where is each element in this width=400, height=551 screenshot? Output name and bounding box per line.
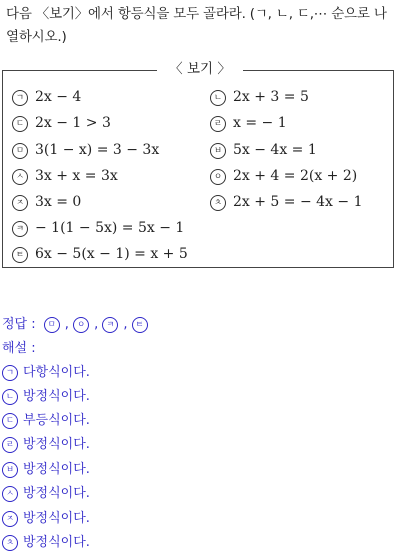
solution-text: 다항식이다. [23,365,90,380]
solution-text: 방정식이다. [23,389,90,404]
circled-marker: ㅂ [210,143,226,159]
circled-marker: ㄹ [2,437,18,453]
item-expression: 2x + 5 = − 4x − 1 [233,194,363,210]
circled-marker: ㄱ [2,365,18,381]
item-expression: 5x − 4x = 1 [233,142,317,158]
example-item [12,245,188,263]
example-item [210,88,309,106]
example-item [210,114,287,132]
solution-text: 방정식이다. [23,535,90,550]
example-item [12,193,81,211]
circled-marker: ㅁ [44,317,60,333]
solution-line [2,361,90,381]
answer-label: 정답 : [2,317,36,332]
solution-text: 방정식이다. [23,511,90,526]
circled-marker: ㅌ [12,247,28,263]
circled-marker: ㅅ [2,486,18,502]
example-item [210,141,317,159]
item-expression: 2x − 1 > 3 [35,115,111,131]
answer-separator: , [64,317,69,332]
circled-marker: ㅇ [73,317,89,333]
circled-marker: ㄱ [12,90,28,106]
item-expression: 3x + x = 3x [35,168,118,184]
circled-marker: ㄹ [210,116,226,132]
solution-text: 부등식이다. [23,413,90,428]
solution-line [2,385,90,405]
circled-marker: ㅅ [12,169,28,185]
circled-marker: ㄷ [12,116,28,132]
circled-marker: ㅈ [2,511,18,527]
example-item [12,141,159,159]
item-expression: 2x + 4 = 2(x + 2) [233,168,358,184]
solution-text: 방정식이다. [23,486,90,501]
example-item [12,219,184,237]
item-expression: x = − 1 [233,115,287,131]
solution-label: 해설 : [2,341,36,356]
example-box-title: 〈 보기 〉 [157,58,243,80]
solution-line [2,409,90,429]
example-item [210,167,357,185]
circled-marker: ㄴ [2,389,18,405]
solution-text: 방정식이다. [23,437,90,452]
example-item [12,114,111,132]
solution-line [2,433,90,453]
item-expression: 2x − 4 [35,89,82,105]
item-expression: 3(1 − x) = 3 − 3x [35,142,160,158]
circled-marker: ㅁ [12,143,28,159]
question-text: 다음 〈보기〉에서 항등식을 모두 골라라. (ㄱ, ㄴ, ㄷ,⋯ 순으로 나열하시오.) [6,6,387,45]
solution-line [2,531,90,551]
item-expression: 6x − 5(x − 1) = x + 5 [35,246,188,262]
item-expression: − 1(1 − 5x) = 5x − 1 [35,220,185,236]
item-expression: 2x + 3 = 5 [233,89,309,105]
solution-text: 방정식이다. [23,462,90,477]
solution-line [2,458,90,478]
circled-marker: ㄴ [210,90,226,106]
answer-line [2,313,153,333]
example-item [12,167,118,185]
solution-line [2,507,90,527]
example-item [12,88,81,106]
circled-marker: ㅋ [12,221,28,237]
answer-separator: , [94,317,99,332]
circled-marker: ㅊ [2,535,18,551]
circled-marker: ㅈ [12,195,28,211]
circled-marker: ㅇ [210,169,226,185]
circled-marker: ㅂ [2,462,18,478]
circled-marker: ㅌ [132,317,148,333]
answer-separator: , [123,317,128,332]
example-item [210,193,363,211]
circled-marker: ㅊ [210,195,226,211]
circled-marker: ㅋ [102,317,118,333]
circled-marker: ㄷ [2,413,18,429]
item-expression: 3x = 0 [35,194,82,210]
solution-line [2,482,90,502]
